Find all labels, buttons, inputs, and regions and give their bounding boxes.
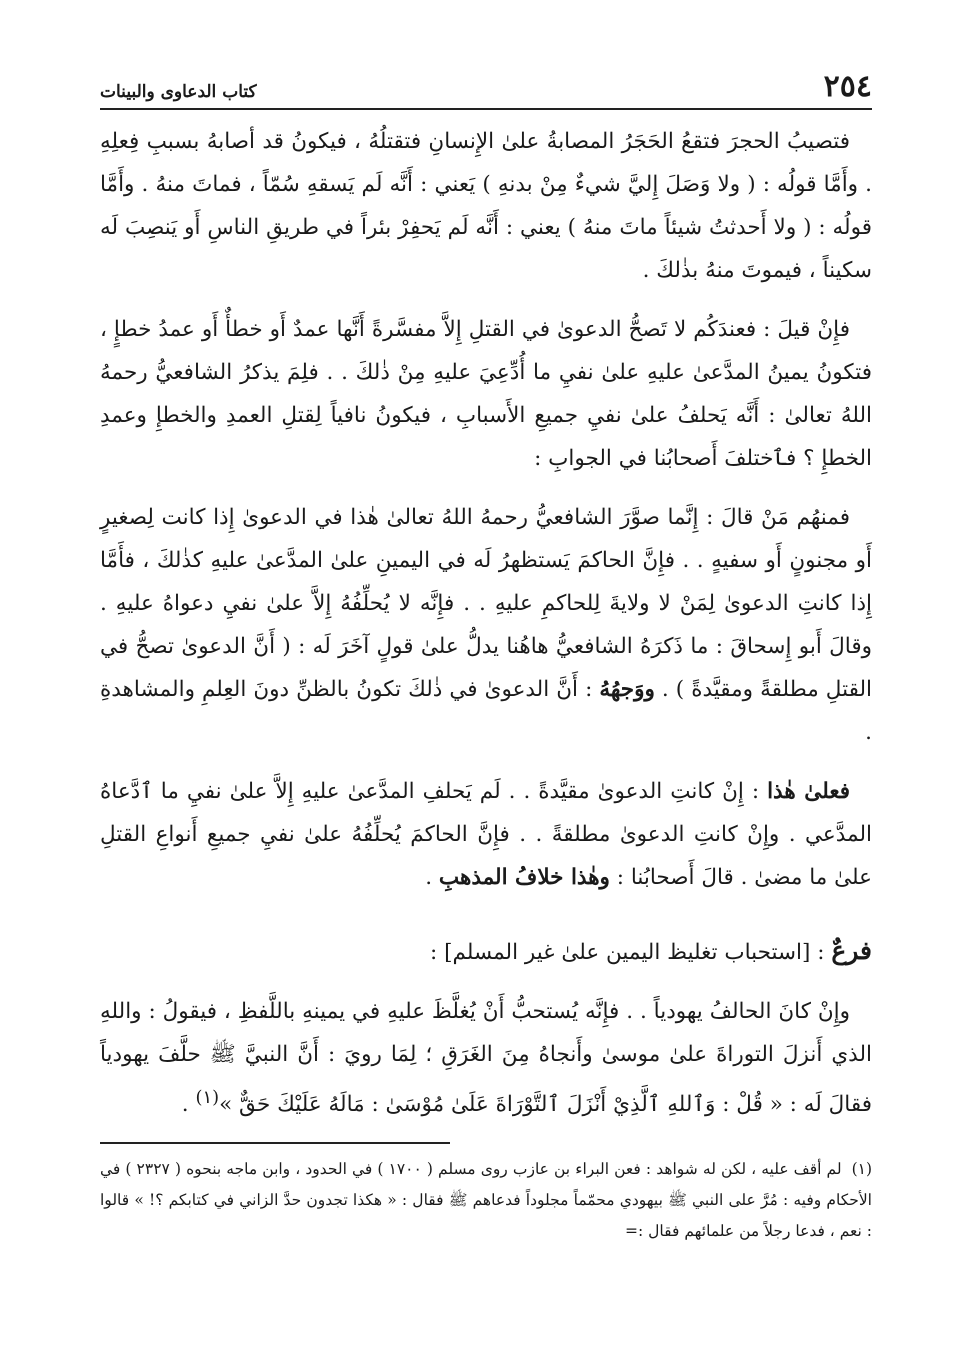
running-title: كتاب الدعاوى والبينات	[100, 82, 257, 102]
paragraph-text: .	[181, 1092, 189, 1118]
footnote-text: لم أقف عليه ، لكن له شواهد : فعن البراء بن عازب روى مسلم ( ١٧٠٠ ) في الحدود ، وابن ماجه بنحوه ( ٢٣٢٧ ) في الأحكام وفيه : مُرَّ على النبي ﷺ بيهودي محمّماً مجلوداً فدعاهم ﷺ فقال : « هكذا تجدون حدَّ الزاني في كتابكم ؟! » قالوا : نعم ، فدعا رجلاً من علمائهم فقال :=	[100, 1160, 872, 1241]
paragraph-text: : إِنْ كانتِ الدعوىٰ مقيَّدةً . . لَم يَحلفِ المدَّعىٰ عليهِ إِلاَّ علىٰ نفيِ ما ٱدَّعاهُ المدَّعي . وإِنْ كانتِ الدعوىٰ مطلقةً . . فإِنَّ الحاكمَ يُحلِّفُهُ علىٰ نفيِ جميعِ أَنواعِ القتلِ علىٰ ما مضىٰ . قالَ أَصحابُنا :	[100, 779, 872, 890]
bold-phrase: وهٰذا خلافُ المذهبِ	[438, 865, 610, 890]
main-text	[100, 120, 872, 1126]
paragraph: فإِنْ قيلَ : فعندَكُم لا تَصحُّ الدعوىٰ في القتلِ إِلاَّ مفسَّرةً أَنَّها عمدٌ أَو خطأٌ أَو عمدُ خطإٍ ، فتكونُ يمينُ المدَّعىٰ عليهِ علىٰ نفيِ ما أُدِّعِيَ عليهِ مِنْ ذٰلكَ . . فلِمَ يذكرُ الشافعيُّ رحمهُ اللهُ تعالىٰ : أَنَّه يَحلفُ علىٰ نفيِ جميعِ الأَسبابِ ، فيكونُ نافياً لِقتلِ العمدِ والخطإِ وعمدِ الخطإِ ؟ فٱختلفَ أَصحابُنا في الجوابِ :	[100, 317, 872, 471]
section-word: فرعٌ	[831, 936, 872, 965]
footnote-marker: (١)	[851, 1160, 873, 1179]
paragraph: فتصيبُ الحجرَ فتقعُ الحَجَرُ المصابةُ علىٰ الإِنسانِ فتقتلُهُ ، فيكونُ قد أصابهُ بسببِ فِعلِهِ . وأَمَّا قولُه : ( ولا وَصَلَ إِليَّ شيءٌ مِنْ بدنهِ ) يَعني : أَنَّه لَم يَسقهِ سُمّاً ، فماتَ منهُ . وأَمَّا قولُه : ( ولا أَحدثتُ شيئاً ماتَ منهُ ) يعني : أَنَّه لَم يَحفِرْ بئراً في طريقِ الناسِ أَو يَنصِبَ لَه سكيناً ، فيموتَ منهُ بذٰلكَ .	[100, 129, 872, 283]
paragraph	[100, 990, 872, 1126]
paragraph	[100, 496, 872, 754]
paragraph	[100, 770, 872, 899]
paragraph-text: وإِنْ كانَ الحالفُ يهودياً . . فإِنَّه يُستحبُّ أَنْ يُغلَّظَ عليهِ في يمينهِ باللَّفظِ ، فيقولُ : واللهِ الذي أَنزلَ التوراةَ علىٰ موسىٰ وأَنجاهُ مِنَ الغَرَقِ ؛ لِمَا رويَ : أَنَّ النبيَّ ﷺ حلَّفَ يهودياً فقالَ لَه : « قُلْ : وَٱللهِ ٱلَّذِيْ أَنْزَلَ ٱلتَّوْرَاةَ عَلَىٰ مُوْسَىٰ : مَالَهُ عَلَيْكَ حَقٌّ »	[100, 999, 872, 1118]
footnote-separator	[100, 1142, 450, 1144]
section-title: : [استحباب تغليظ اليمين علىٰ غير المسلم] :	[430, 940, 825, 965]
paragraph-text: : أَنَّ الدعوىٰ في ذٰلكَ تكونُ بالظنِّ دونَ العِلمِ والمشاهدةِ .	[100, 677, 872, 745]
section-heading	[100, 929, 872, 974]
footnote	[100, 1154, 872, 1247]
bold-phrase: ووَجهُهُ	[599, 677, 655, 702]
footnotes	[100, 1154, 872, 1247]
paragraph-text: .	[425, 865, 433, 890]
paragraph-text: فمنهُم مَنْ قالَ : إِنَّما صوَّرَ الشافعيُّ رحمهُ اللهُ تعالىٰ هٰذا في الدعوىٰ إِذا كانت لِصغيرٍ أَو مجنونٍ أَو سفيهٍ . . فإِنَّ الحاكمَ يَستظهرُ لَه في اليمينِ علىٰ المدَّعىٰ عليهِ كذٰلكَ ، فأَمَّا إِذا كانتِ الدعوىٰ لِمَنْ لا ولايةَ لِلحاكمِ عليهِ . . فإِنَّه لا يُحلِّفُهُ إِلاَّ علىٰ نفيِ دعواهُ عليهِ . وقالَ أَبو إِسحاقَ : ما ذَكرَهُ الشافعيُّ هاهُنا يدلُّ علىٰ قولٍ آخَرَ لَه : ( أَنَّ الدعوىٰ تصحُّ في القتلِ مطلقةً ومقيَّدةً ) .	[100, 505, 872, 702]
footnote-reference[interactable]: (١)	[195, 1087, 220, 1108]
page-number: ٢٥٤	[823, 69, 872, 104]
bold-phrase: فعلىٰ هٰذا	[767, 779, 850, 804]
page-header	[100, 69, 872, 110]
